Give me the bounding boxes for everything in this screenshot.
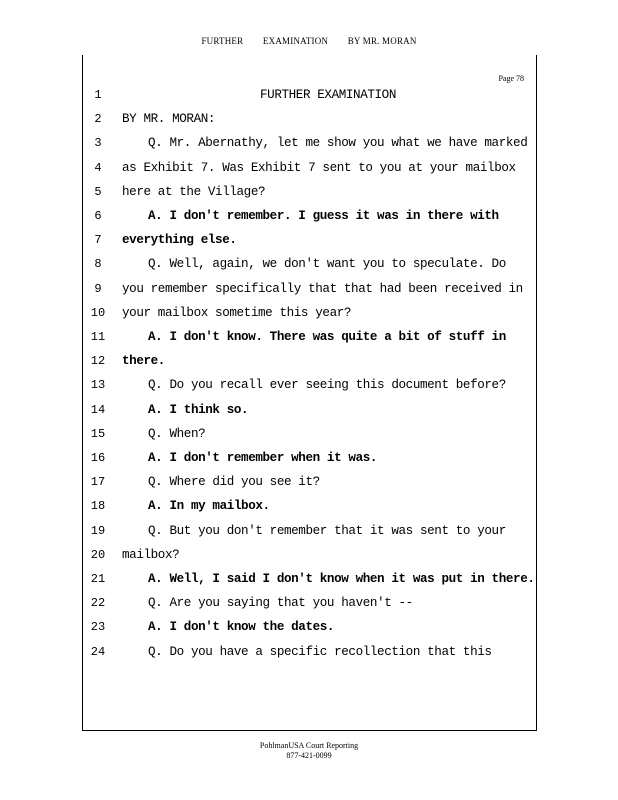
page-number: Page 78 — [498, 74, 524, 83]
line-text: A. I don't remember when it was. — [148, 451, 378, 465]
page-footer — [0, 741, 618, 761]
line-number: 14 — [90, 403, 106, 417]
line-text: Q. Do you have a specific recollection that this — [148, 645, 492, 659]
line-number: 18 — [90, 499, 106, 513]
line-number: 19 — [90, 524, 106, 538]
transcript-line — [0, 209, 618, 233]
line-number: 2 — [94, 112, 102, 126]
transcript-line — [0, 161, 618, 185]
transcript-line — [0, 233, 618, 257]
header-examination: EXAMINATION — [262, 36, 329, 46]
transcript-line — [0, 427, 618, 451]
footer-company: PohlmanUSA Court Reporting — [259, 741, 359, 750]
line-text: Q. Are you saying that you haven't -- — [148, 596, 413, 610]
transcript-line — [0, 548, 618, 572]
transcript-line — [0, 475, 618, 499]
header-by-mr-moran: BY MR. MORAN — [347, 36, 417, 46]
line-number: 9 — [94, 282, 102, 296]
transcript-line — [0, 645, 618, 669]
line-text: mailbox? — [122, 548, 180, 562]
transcript-line — [0, 257, 618, 281]
transcript-line — [0, 596, 618, 620]
line-number: 5 — [94, 185, 102, 199]
line-text: as Exhibit 7. Was Exhibit 7 sent to you at your mailbox — [122, 161, 516, 175]
line-text: A. I think so. — [148, 403, 249, 417]
line-text: FURTHER EXAMINATION — [260, 88, 396, 102]
line-number: 6 — [94, 209, 102, 223]
line-number: 4 — [94, 161, 102, 175]
transcript-line — [0, 306, 618, 330]
line-number: 3 — [94, 136, 102, 150]
line-number: 21 — [90, 572, 106, 586]
line-text: Q. Where did you see it? — [148, 475, 320, 489]
transcript-line — [0, 403, 618, 427]
footer-phone: 877-421-0099 — [286, 751, 332, 760]
line-text: Q. Do you recall ever seeing this document before? — [148, 378, 506, 392]
line-number: 13 — [90, 378, 106, 392]
line-text: Q. Well, again, we don't want you to speculate. Do — [148, 257, 506, 271]
page-header — [0, 36, 618, 46]
transcript-line — [0, 185, 618, 209]
transcript-line — [0, 88, 618, 112]
transcript-line — [0, 354, 618, 378]
line-number: 8 — [94, 257, 102, 271]
line-number: 17 — [90, 475, 106, 489]
line-text: there. — [122, 354, 165, 368]
line-text: your mailbox sometime this year? — [122, 306, 352, 320]
line-number: 1 — [94, 88, 102, 102]
transcript-line — [0, 451, 618, 475]
transcript-line — [0, 136, 618, 160]
line-number: 24 — [90, 645, 106, 659]
line-number: 20 — [90, 548, 106, 562]
line-number: 12 — [90, 354, 106, 368]
transcript-line — [0, 620, 618, 644]
line-number: 15 — [90, 427, 106, 441]
transcript-line — [0, 112, 618, 136]
line-text: you remember specifically that that had been received in — [122, 282, 523, 296]
line-text: BY MR. MORAN: — [122, 112, 216, 126]
line-text: A. In my mailbox. — [148, 499, 270, 513]
line-text: A. Well, I said I don't know when it was put in there. — [148, 572, 535, 586]
line-text: Q. Mr. Abernathy, let me show you what we have marked — [148, 136, 528, 150]
line-number: 22 — [90, 596, 106, 610]
line-text: Q. When? — [148, 427, 206, 441]
line-text: A. I don't know the dates. — [148, 620, 335, 634]
transcript-line — [0, 572, 618, 596]
line-number: 10 — [90, 306, 106, 320]
line-number: 7 — [94, 233, 102, 247]
line-text: Q. But you don't remember that it was sent to your — [148, 524, 506, 538]
header-further: FURTHER — [201, 36, 244, 46]
line-text: everything else. — [122, 233, 237, 247]
transcript-line — [0, 524, 618, 548]
transcript-line — [0, 378, 618, 402]
transcript-line — [0, 499, 618, 523]
line-number: 23 — [90, 620, 106, 634]
transcript-line — [0, 282, 618, 306]
line-text: here at the Village? — [122, 185, 266, 199]
transcript-line — [0, 330, 618, 354]
line-number: 16 — [90, 451, 106, 465]
line-text: A. I don't know. There was quite a bit of stuff in — [148, 330, 506, 344]
line-text: A. I don't remember. I guess it was in there with — [148, 209, 499, 223]
line-number: 11 — [90, 330, 106, 344]
